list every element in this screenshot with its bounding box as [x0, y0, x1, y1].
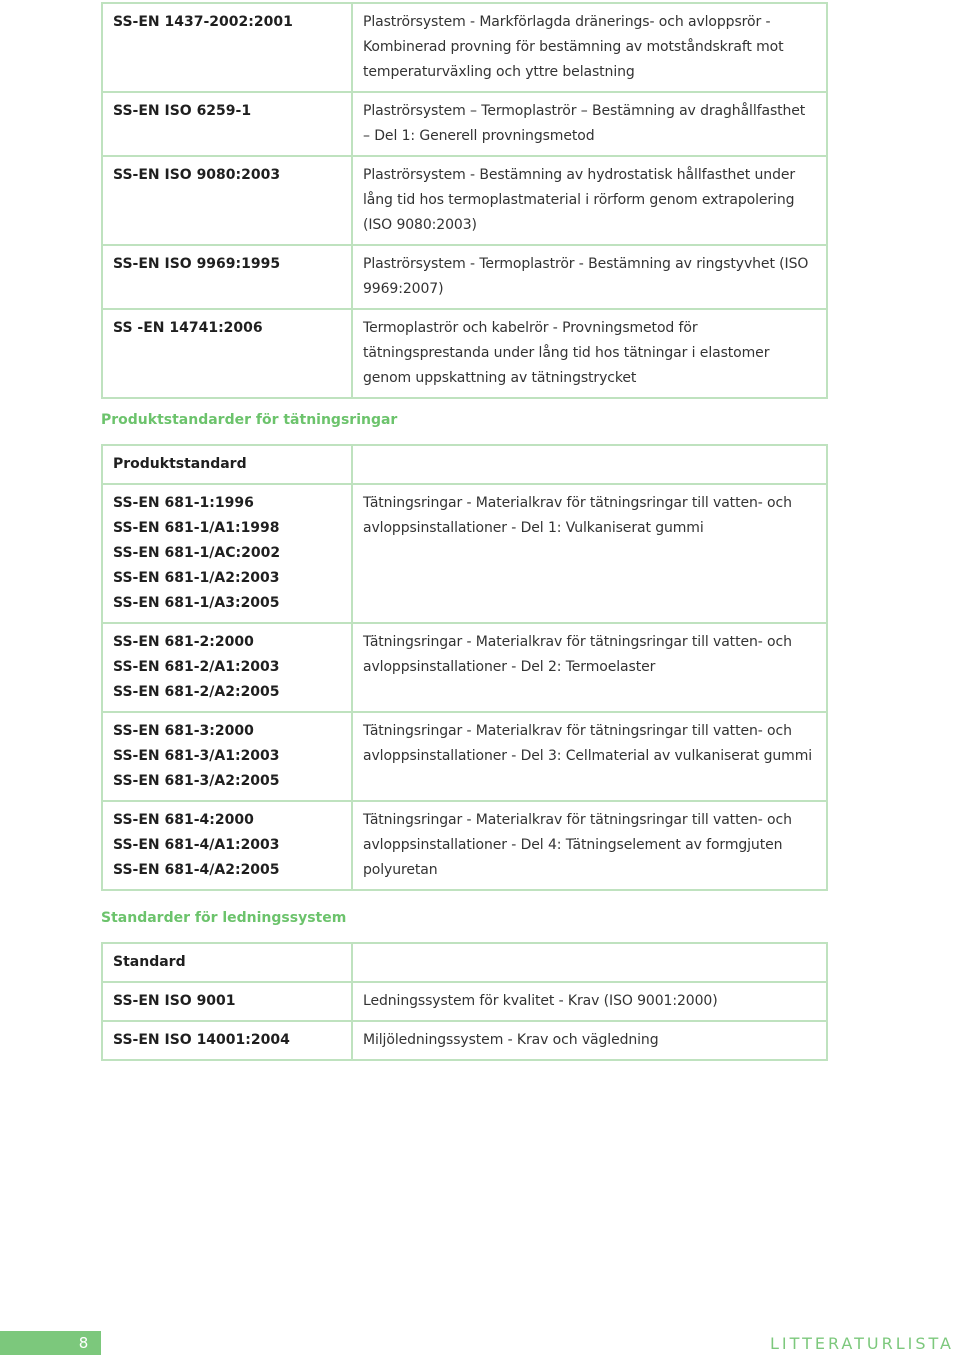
standard-code: SS-EN 681-1/AC:2002 [113, 545, 281, 561]
standard-code: SS-EN 681-2/A1:2003 [113, 659, 280, 675]
standard-description: Plaströrsystem – Termoplaströr – Bestämning av draghållfasthet – Del 1: Generell provningsmetod [352, 92, 827, 156]
standard-codes [102, 623, 352, 712]
standard-description: Tätningsringar - Materialkrav för tätningsringar till vatten- och avloppsinstallationer - Del 1: Vulkaniserat gummi [352, 484, 827, 623]
standard-code: SS-EN 681-1:1996 [113, 495, 254, 511]
section-title-sealing-rings: Produktstandarder för tätningsringar [101, 412, 398, 428]
standard-code: SS-EN 681-1/A2:2003 [113, 570, 280, 586]
table-row [102, 712, 827, 801]
standard-description: Tätningsringar - Materialkrav för tätningsringar till vatten- och avloppsinstallationer - Del 3: Cellmaterial av vulkaniserat gummi [352, 712, 827, 801]
standard-code: SS-EN ISO 9001 [102, 982, 352, 1021]
standard-code: SS-EN ISO 9969:1995 [102, 245, 352, 309]
standard-description: Miljöledningssystem - Krav och vägledning [352, 1021, 827, 1060]
column-header-empty [352, 943, 827, 982]
standards-table-sealing-rings [101, 444, 828, 891]
standard-code: SS-EN ISO 14001:2004 [102, 1021, 352, 1060]
table-row [102, 156, 827, 245]
standard-code: SS-EN 681-1/A1:1998 [113, 520, 280, 536]
standard-description: Plaströrsystem - Markförlagda dränerings- och avloppsrör - Kombinerad provning för bestämning av motståndskraft mot temperaturväxling och yttre belastning [352, 3, 827, 92]
standard-description: Plaströrsystem - Termoplaströr - Bestämning av ringstyvhet (ISO 9969:2007) [352, 245, 827, 309]
standard-code: SS-EN 681-4:2000 [113, 812, 254, 828]
table-row [102, 92, 827, 156]
column-header-empty [352, 445, 827, 484]
standard-code: SS-EN 1437-2002:2001 [102, 3, 352, 92]
standard-code: SS-EN 681-4/A1:2003 [113, 837, 280, 853]
standard-code: SS-EN 681-3/A1:2003 [113, 748, 280, 764]
standard-description: Tätningsringar - Materialkrav för tätningsringar till vatten- och avloppsinstallationer - Del 4: Tätningselement av formgjuten polyuretan [352, 801, 827, 890]
standard-code: SS-EN 681-4/A2:2005 [113, 862, 280, 878]
table-header-row [102, 943, 827, 982]
standard-codes [102, 484, 352, 623]
standard-code: SS-EN 681-2/A2:2005 [113, 684, 280, 700]
standard-description: Tätningsringar - Materialkrav för tätningsringar till vatten- och avloppsinstallationer - Del 2: Termoelaster [352, 623, 827, 712]
column-header: Produktstandard [102, 445, 352, 484]
standards-table-management-systems [101, 942, 828, 1061]
table-row [102, 484, 827, 623]
standard-description: Ledningssystem för kvalitet - Krav (ISO 9001:2000) [352, 982, 827, 1021]
table-row [102, 801, 827, 890]
standard-code: SS-EN 681-2:2000 [113, 634, 254, 650]
standards-table-plastic-pipes [101, 2, 828, 399]
table-row [102, 1021, 827, 1060]
column-header: Standard [102, 943, 352, 982]
table-row [102, 309, 827, 398]
table-row [102, 245, 827, 309]
table-row [102, 3, 827, 92]
standard-code: SS-EN 681-3:2000 [113, 723, 254, 739]
table-row [102, 623, 827, 712]
standard-code: SS-EN 681-1/A3:2005 [113, 595, 280, 611]
page-number: 8 [78, 1334, 89, 1352]
table-header-row [102, 445, 827, 484]
standard-code: SS -EN 14741:2006 [102, 309, 352, 398]
standard-codes [102, 801, 352, 890]
standard-code: SS-EN ISO 9080:2003 [102, 156, 352, 245]
standard-description: Plaströrsystem - Bestämning av hydrostatisk hållfasthet under lång tid hos termoplastmaterial i rörform genom extrapolering (ISO 9080:2003) [352, 156, 827, 245]
standard-codes [102, 712, 352, 801]
table-row [102, 982, 827, 1021]
standard-code: SS-EN 681-3/A2:2005 [113, 773, 280, 789]
standard-description: Termoplaströr och kabelrör - Provningsmetod för tätningsprestanda under lång tid hos tätningar i elastomer genom uppskattning av tätningstrycket [352, 309, 827, 398]
section-title-management-systems: Standarder för ledningssystem [101, 910, 347, 926]
footer-section-label: LITTERATURLISTA [769, 1334, 954, 1353]
standard-code: SS-EN ISO 6259-1 [102, 92, 352, 156]
